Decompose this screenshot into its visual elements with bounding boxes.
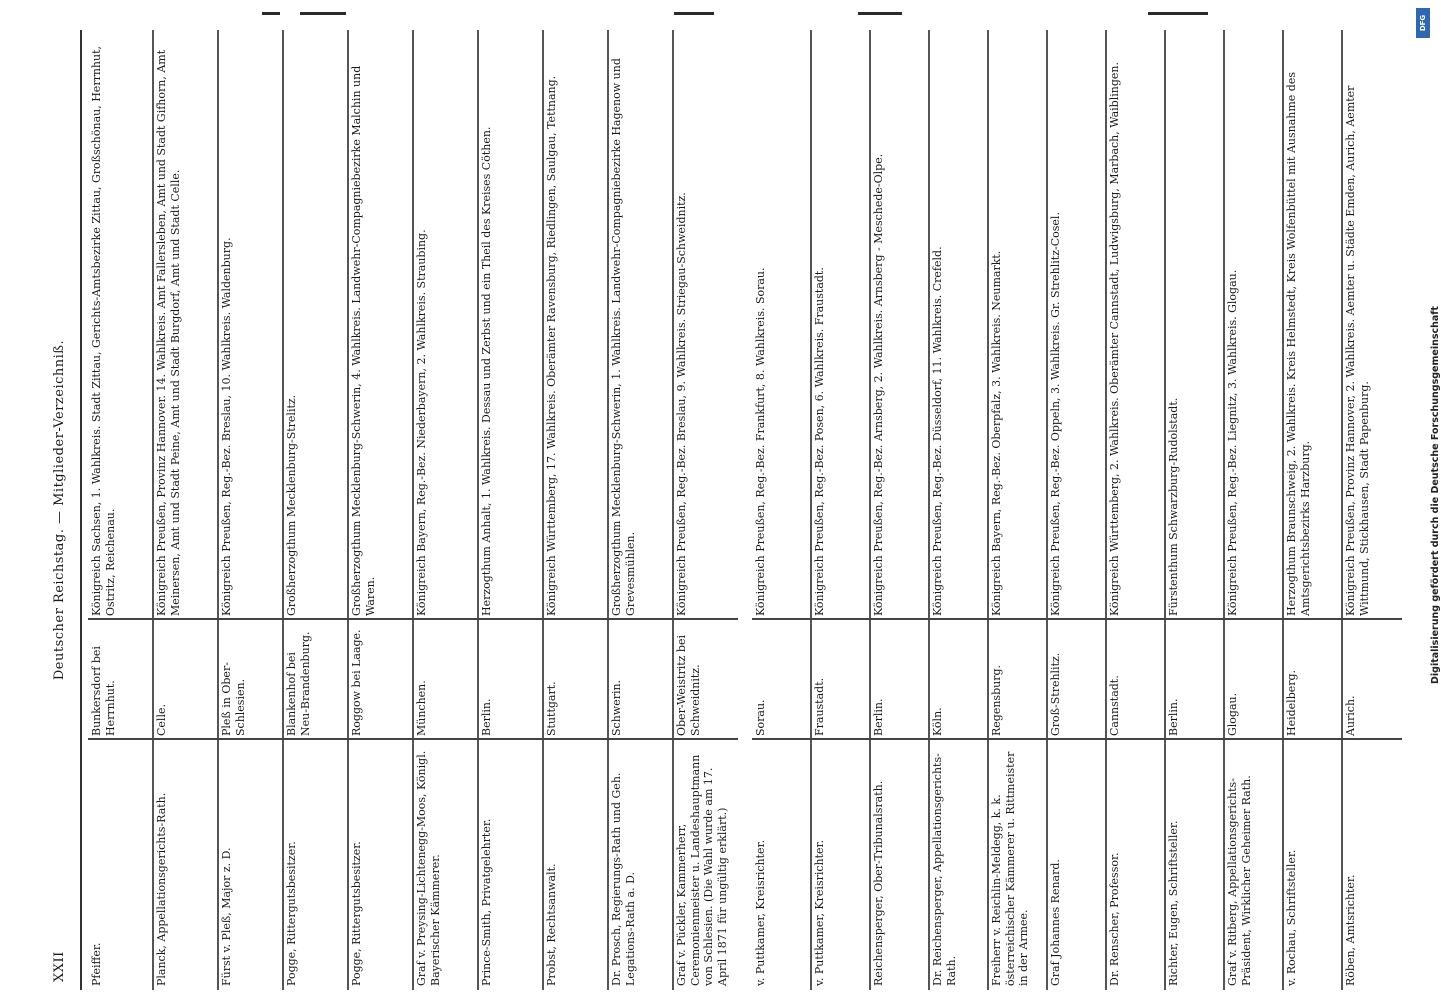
member-constituency: Herzogthum Braunschweig, 2. Wahlkreis. Kreis Helmstedt, Kreis Wolfenbüttel mit Ausnahme des Amtsgerichtsbezirks Harzburg. <box>1285 72 1312 616</box>
column-divider <box>752 619 1402 621</box>
member-residence: Fraustadt. <box>813 677 826 736</box>
member-name: Dr. Renscher, Professor. <box>1108 852 1121 986</box>
member-residence: Bunkersdorf bei Herrnhut. <box>90 646 117 736</box>
member-constituency: Königreich Preußen, Provinz Hannover, 2. Wahlkreis. Aemter u. Städte Emden, Aurich, Aemter Wittmund, Stickhausen, Stadt Papenburg. <box>1344 85 1371 616</box>
column-divider <box>88 619 738 621</box>
member-constituency: Königreich Preußen, Reg.-Bez. Breslau, 9. Wahlkreis. Striegau-Schweidnitz. <box>675 192 688 616</box>
table-row <box>870 30 929 990</box>
member-residence: Cannstadt. <box>1108 675 1121 736</box>
member-name: Pfeiffer. <box>90 942 103 986</box>
member-constituency: Königreich Preußen, Reg.-Bez. Oppeln, 3. Wahlkreis. Gr. Strehlitz-Cosel. <box>1049 212 1062 616</box>
member-name: Pogge, Rittergutsbesitzer. <box>350 841 363 986</box>
header-rule <box>80 30 82 990</box>
member-name: Freiherr v. Reichlin-Meldegg, k. k. österreichischer Kämmerer u. Rittmeister in der Armee. <box>990 751 1030 986</box>
scan-mark <box>300 12 346 15</box>
member-constituency: Großherzogthum Mecklenburg-Schwerin, 4. Wahlkreis. Landwehr-Compagniebezirke Malchin und Waren. <box>350 65 377 616</box>
member-name: Probst, Rechtsanwalt. <box>545 863 558 986</box>
member-constituency: Fürstenthum Schwarzburg-Rudolstadt. <box>1167 397 1180 616</box>
member-constituency: Königreich Preußen, Reg.-Bez. Breslau, 10. Wahlkreis. Waldenburg. <box>220 237 233 616</box>
page-title: Deutscher Reichstag. — Mitglieder-Verzeichniß. <box>52 339 67 681</box>
member-name: Graf v. Pückler, Kammerherr, Ceremonienmeister u. Landeshauptmann von Schlesien. (Die Wahl wurde am 17. April 1871 für ungültig erklärt.) <box>675 754 729 986</box>
member-residence: Schwerin. <box>610 679 623 736</box>
member-constituency: Königreich Preußen, Provinz Hannover. 14. Wahlkreis. Amt Fallersleben, Amt und Stadt Gifhorn, Amt Meinersen, Amt und Stadt Peine, Amt und Stadt Burgdorf, Amt und Stadt Celle. <box>155 49 182 616</box>
member-residence: Regensburg. <box>990 665 1003 736</box>
member-constituency: Königreich Sachsen, 1. Wahlkreis. Stadt Zittau, Gerichts-Amtsbezirke Zittau, Großschönau, Herrnhut, Ostritz, Reichenau. <box>90 45 117 616</box>
table-row <box>413 30 478 990</box>
member-constituency: Großherzogthum Mecklenburg-Schwerin, 1. Wahlkreis. Landwehr-Compagniebezirke Hagenow und Grevesmühlen. <box>610 58 637 616</box>
member-name: Pogge, Rittergutsbesitzer. <box>285 841 298 986</box>
table-row <box>1047 30 1106 990</box>
table-row <box>608 30 673 990</box>
table-row <box>1342 30 1401 990</box>
member-name: Graf Johannes Renard. <box>1049 859 1062 986</box>
member-name: Graf v. Ritberg, Appellationsgerichts-Präsident, Wirklicher Geheimer Rath. <box>1226 775 1253 986</box>
member-constituency: Königreich Bayern, Reg.-Bez. Niederbayern, 2. Wahlkreis. Straubing. <box>415 229 428 616</box>
table-row <box>988 30 1047 990</box>
member-residence: Stuttgart. <box>545 681 558 736</box>
member-name: Richter, Eugen, Schriftsteller. <box>1167 820 1180 986</box>
member-name: Dr. Prosch, Regierungs-Rath und Geh. Legations-Rath a. D. <box>610 772 637 986</box>
table-row <box>1165 30 1224 990</box>
table-row <box>673 30 738 990</box>
member-constituency: Königreich Württemberg, 17. Wahlkreis. Oberämter Ravensburg, Riedlingen, Saulgau, Tettnang. <box>545 75 558 616</box>
running-head <box>40 30 84 990</box>
table-row <box>1106 30 1165 990</box>
member-residence: Roggow bei Laage. <box>350 629 363 736</box>
table-row <box>283 30 348 990</box>
member-residence: Berlin. <box>872 698 885 736</box>
member-constituency: Königreich Preußen, Reg.-Bez. Arnsberg, 2. Wahlkreis. Arnsberg - Meschede-Olpe. <box>872 153 885 616</box>
scan-mark <box>674 12 714 15</box>
table-row <box>811 30 870 990</box>
member-residence: Celle. <box>155 704 168 736</box>
member-residence: Blankenhof bei Neu-Brandenburg. <box>285 631 312 736</box>
member-residence: Sorau. <box>754 699 767 736</box>
member-name: v. Puttkamer, Kreisrichter. <box>754 839 767 986</box>
member-constituency: Königreich Preußen, Reg.-Bez. Düsseldorf, 11. Wahlkreis. Crefeld. <box>931 246 944 616</box>
member-residence: München. <box>415 680 428 736</box>
member-residence: Heidelberg. <box>1285 669 1298 736</box>
table-row <box>1224 30 1283 990</box>
table-row <box>543 30 608 990</box>
member-name: Fürst v. Pleß, Major z. D. <box>220 847 233 986</box>
column-divider <box>752 739 1402 741</box>
table-row <box>218 30 283 990</box>
table-row <box>1283 30 1342 990</box>
table-row <box>153 30 218 990</box>
member-name: Dr. Reichensperger, Appellationsgerichts-Rath. <box>931 753 958 986</box>
table-row <box>348 30 413 990</box>
member-residence: Aurich. <box>1344 695 1357 736</box>
member-constituency: Herzogthum Anhalt, 1. Wahlkreis. Dessau und Zerbst und ein Theil des Kreises Cöthen. <box>480 126 493 616</box>
page-number: XXII <box>52 951 67 982</box>
member-residence: Berlin. <box>480 698 493 736</box>
member-residence: Glogau. <box>1226 692 1239 736</box>
member-constituency: Königreich Preußen, Reg.-Bez. Liegnitz, 3. Wahlkreis. Glogau. <box>1226 269 1239 616</box>
table-row <box>752 30 811 990</box>
member-residence: Berlin. <box>1167 698 1180 736</box>
member-residence: Groß-Strehlitz. <box>1049 652 1062 736</box>
scan-mark <box>1148 12 1208 15</box>
member-name: v. Puttkamer, Kreisrichter. <box>813 839 826 986</box>
member-name: Planck, Appellationsgerichts-Rath. <box>155 792 168 986</box>
member-residence: Pleß in Ober-Schlesien. <box>220 662 247 736</box>
dfg-logo-text: DFG <box>1419 14 1427 32</box>
column-divider <box>88 739 738 741</box>
member-constituency: Großherzogthum Mecklenburg-Strelitz. <box>285 394 298 616</box>
member-name: Graf v. Preysing-Lichtenegg-Moos, Königl. Bayerischer Kämmerer. <box>415 750 442 986</box>
table-row <box>478 30 543 990</box>
member-constituency: Königreich Bayern, Reg.-Bez. Oberpfalz, 3. Wahlkreis. Neumarkt. <box>990 250 1003 616</box>
member-residence: Köln. <box>931 707 944 736</box>
member-constituency: Königreich Württemberg, 2. Wahlkreis. Oberämter Cannstadt, Ludwigsburg, Marbach, Waiblingen. <box>1108 62 1121 616</box>
member-table-left <box>88 30 748 990</box>
member-constituency: Königreich Preußen, Reg.-Bez. Posen, 6. Wahlkreis. Fraustadt. <box>813 267 826 616</box>
table-row <box>88 30 153 990</box>
scanned-page <box>40 30 1420 990</box>
member-name: Prince-Smith, Privatgelehrter. <box>480 818 493 986</box>
credit-text: Digitalisierung gefördert durch die Deutsche Forschungsgemeinschaft <box>1430 306 1441 684</box>
member-table-right <box>752 30 1412 990</box>
rotated-page-content <box>40 30 1420 990</box>
member-name: v. Rochau, Schriftsteller. <box>1285 849 1298 986</box>
member-residence: Ober-Weistritz bei Schweidnitz. <box>675 634 702 736</box>
scan-mark <box>262 12 280 15</box>
member-name: Röben, Amtsrichter. <box>1344 874 1357 986</box>
member-constituency: Königreich Preußen, Reg.-Bez. Frankfurt, 8. Wahlkreis. Sorau. <box>754 267 767 616</box>
scan-mark <box>858 12 902 15</box>
table-row <box>929 30 988 990</box>
member-name: Reichensperger, Ober-Tribunalsrath. <box>872 780 885 986</box>
